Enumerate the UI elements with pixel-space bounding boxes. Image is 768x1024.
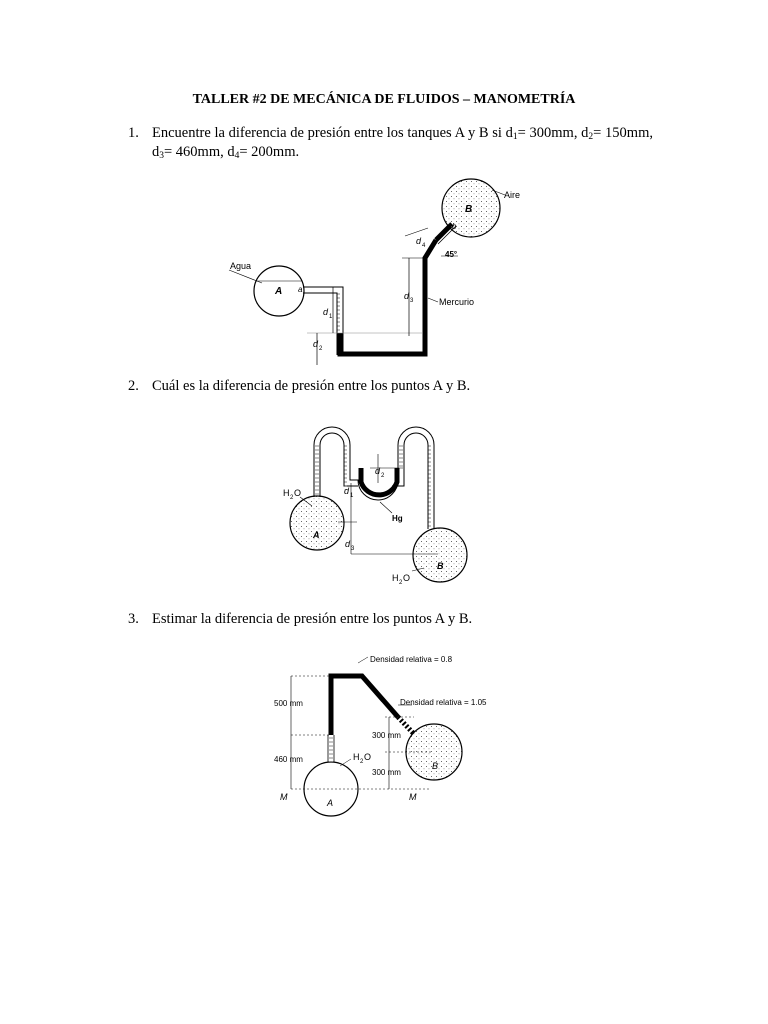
question-text: Encuentre la diferencia de presión entre los tanques A y B si $d_1= 300mm$, $d_2= 150mm$, $d_3= 460mm$, $d_4= 200mm$. (152, 125, 653, 161)
label-angle: 45° (445, 250, 458, 259)
label-a: A (275, 286, 283, 297)
svg-text:d: d (404, 291, 410, 301)
svg-text:1: 1 (350, 493, 354, 499)
svg-text:d: d (313, 339, 319, 349)
svg-text:1: 1 (329, 314, 333, 320)
question-text: Estimar la diferencia de presión entre los puntos A y B. (152, 611, 473, 627)
label-a: A (327, 798, 334, 808)
svg-text:d: d (416, 236, 422, 246)
label-agua: Agua (230, 261, 252, 271)
svg-text:2: 2 (381, 473, 385, 479)
svg-text:d: d (323, 307, 329, 317)
svg-text:d: d (375, 466, 381, 476)
svg-text:O: O (403, 573, 411, 583)
svg-text:2: 2 (319, 346, 323, 352)
svg-text:a: a (298, 285, 303, 294)
svg-text:O: O (364, 752, 372, 762)
svg-text:H: H (283, 488, 290, 498)
svg-text:4: 4 (422, 243, 426, 249)
label-b: B (437, 561, 444, 571)
svg-text:2: 2 (360, 759, 364, 765)
label-density-2: Densidad relativa = 1.05 (400, 698, 487, 707)
question-number: 2. (128, 378, 139, 394)
svg-text:b: b (452, 222, 457, 231)
oil-column (331, 676, 398, 735)
svg-text:3: 3 (351, 546, 355, 552)
svg-text:460 mm: 460 mm (274, 755, 303, 764)
svg-text:M: M (409, 792, 417, 802)
question-text: Cuál es la diferencia de presión entre los puntos A y B. (152, 378, 471, 394)
label-b: B (432, 761, 439, 771)
label-a: A (313, 530, 320, 540)
svg-text:300 mm: 300 mm (372, 731, 401, 740)
label-mercurio: Mercurio (439, 297, 475, 307)
label-b: B (465, 204, 473, 215)
label-aire: Aire (504, 190, 521, 200)
svg-text:500 mm: 500 mm (274, 699, 303, 708)
question-number: 1. (128, 125, 139, 141)
svg-text:d: d (344, 486, 350, 496)
document-title: TALLER #2 DE MECÁNICA DE FLUIDOS – MANOMETRÍA (192, 92, 576, 107)
svg-text:300 mm: 300 mm (372, 768, 401, 777)
svg-text:H: H (392, 573, 399, 583)
svg-text:M: M (280, 792, 288, 802)
label-density-1: Densidad relativa = 0.8 (370, 655, 453, 664)
svg-text:H: H (353, 752, 360, 762)
svg-text:2: 2 (399, 580, 403, 586)
svg-text:O: O (294, 488, 302, 498)
question-number: 3. (128, 611, 139, 627)
label-hg: Hg (392, 514, 403, 523)
svg-text:2: 2 (290, 495, 294, 501)
svg-text:d: d (345, 539, 351, 549)
svg-text:3: 3 (410, 298, 414, 304)
